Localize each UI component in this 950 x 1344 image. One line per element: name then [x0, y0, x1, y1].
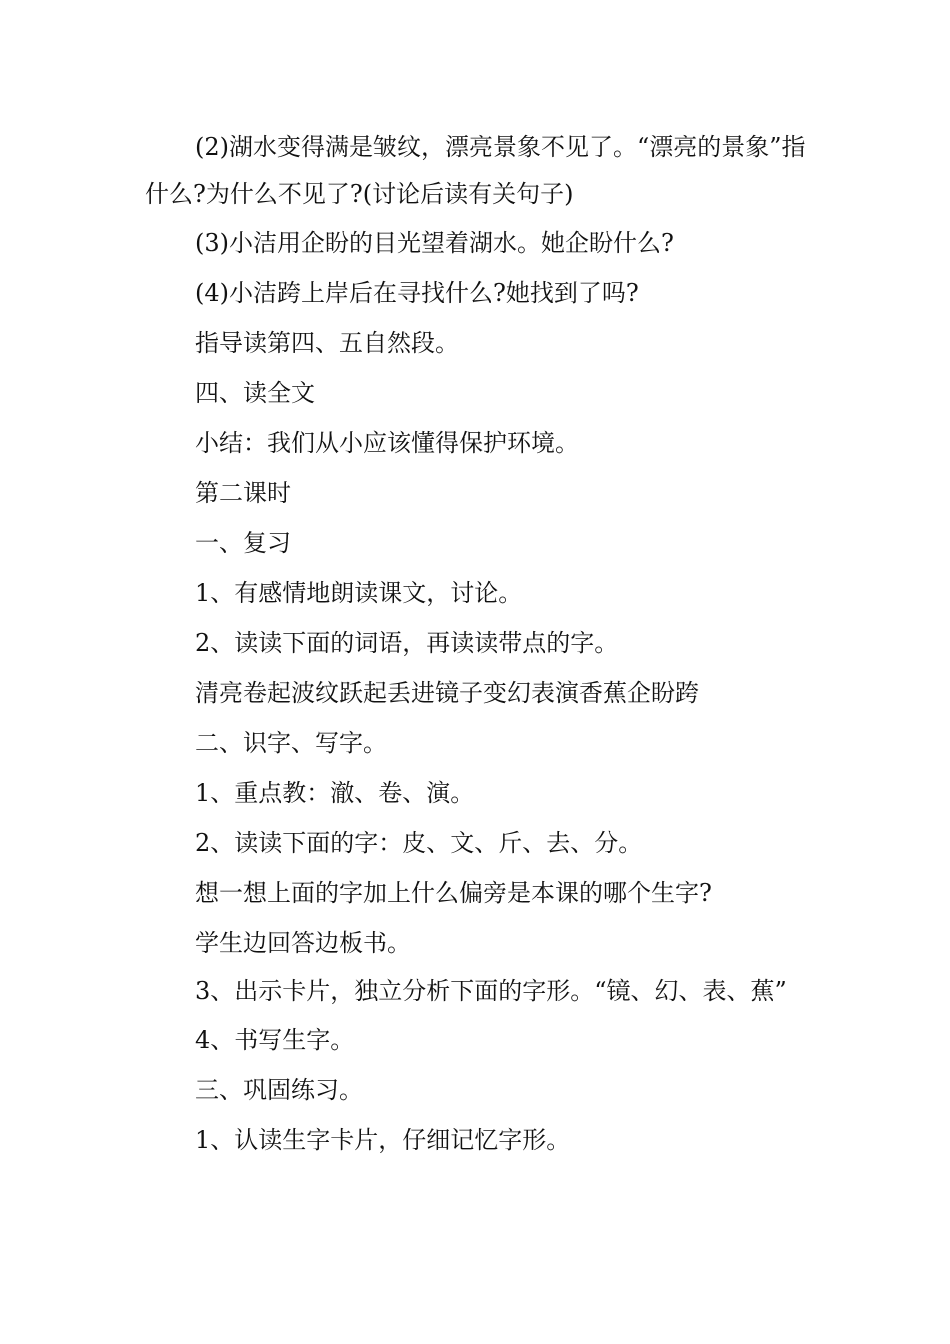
list-item-read-aloud: 1、有感情地朗读课文，讨论。: [195, 579, 523, 607]
list-item-show-cards: 3、出示卡片，独立分析下面的字形。“镜、幻、表、蕉”: [195, 977, 787, 1005]
paragraph-guided-reading: 指导读第四、五自然段。: [195, 329, 459, 357]
paragraph-xiaojie-hope: (3)小洁用企盼的目光望着湖水。她企盼什么?: [195, 229, 674, 257]
paragraph-radical-question: 想一想上面的字加上什么偏旁是本课的哪个生字?: [195, 879, 712, 907]
list-item-key-characters: 1、重点教：澈、卷、演。: [195, 779, 475, 807]
paragraph-summary: 小结：我们从小应该懂得保护环境。: [195, 429, 579, 457]
list-item-read-words: 2、读读下面的词语，再读读带点的字。: [195, 629, 619, 657]
document-body: [145, 124, 810, 1165]
lesson-heading-second-period: 第二课时: [195, 479, 291, 507]
paragraph-vocabulary-words: 清亮卷起波纹跃起丢进镜子变幻表演香蕉企盼跨: [195, 679, 699, 707]
paragraph-blackboard: 学生边回答边板书。: [195, 929, 411, 957]
list-item-read-characters: 2、读读下面的字：皮、文、斤、去、分。: [195, 829, 643, 857]
list-item-write-characters: 4、书写生字。: [195, 1026, 355, 1054]
paragraph-xiaojie-search: (4)小洁跨上岸后在寻找什么?她找到了吗?: [195, 279, 639, 307]
section-heading-review: 一、复习: [195, 529, 291, 557]
list-item-recognize-cards: 1、认读生字卡片，仔细记忆字形。: [195, 1126, 571, 1154]
paragraph-lake-ripples: (2)湖水变得满是皱纹，漂亮景象不见了。“漂亮的景象”指什么?为什么不见了?(讨论后读有关句子): [145, 133, 806, 208]
section-heading-literacy-writing: 二、识字、写字。: [195, 729, 387, 757]
section-heading-read-full-text: 四、读全文: [195, 379, 315, 407]
section-heading-practice: 三、巩固练习。: [195, 1076, 363, 1104]
